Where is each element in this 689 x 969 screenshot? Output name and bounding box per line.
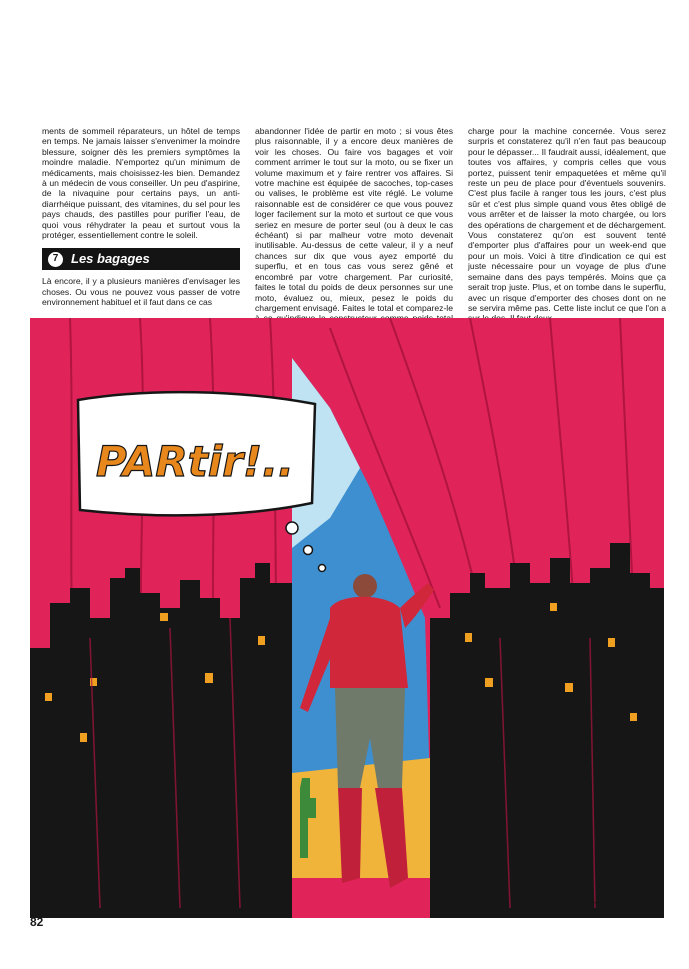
page-number: 82 (30, 915, 44, 929)
text-column-2 (255, 126, 453, 334)
body-paragraph: abandonner l'idée de partir en moto ; si vous êtes plus raisonnable, il y a encore deux manières de voir les choses. Ou faire vos bagages et voir comment arrimer le tout sur la moto, ou se fixer un volume maximum et y faire rentrer vos affaires. Si votre machine est équipée de sacoches, top-cases ou valises, le problème est vite réglé. Le volume raisonnable est de considérer ce que vous pouvez loger facilement sur la moto et surtout ce que vous seriez en mesure de porter seul (ou à deux le cas échéant) si par malheur votre moto devenait inutilisable. Au-dessus de cette valeur, il y a neuf chances sur dix que vous ayez emporté du superflu, et en tous cas vous serez gêné et encombré par votre chargement. Par curiosité, faites le total du poids de deux personnes sur une moto, évaluez ou, mieux, pesez le poids du chargement envisagé. Faites le total et comparez-le (255, 126, 453, 313)
body-paragraph: Là encore, il y a plusieurs manières d'envisager les choses. Ou vous ne pouvez vous passer de votre environnement habituel et il faut dans ce cas (42, 276, 240, 308)
body-paragraph: ments de sommeil réparateurs, un hôtel de temps en temps. Ne jamais laisser s'envenimer la moindre blessure, soigner dès les premiers symptômes la moindre maladie. N'emportez qu'un minimum de médicaments, mais choisissez-les bien. Demandez à un médecin de vous conseiller. Un peu d'aspirine, de la nivaquine pour certains pays, un anti-diarrhéique puissant, des vitamines, du sel pour les pays chauds, des pastilles pour purifier l'eau, de quoi vous réhydrater la peau et surtout vous la protéger, essentiellement contre le soleil. (42, 126, 240, 241)
text-column-1 (42, 126, 240, 308)
text-column-3 (468, 126, 666, 324)
section-title: Les bagages (71, 251, 150, 267)
body-paragraph: charge pour la machine concernée. Vous serez surpris et constaterez qu'il n'en faut pas beaucoup pour le dépasser... Il faudrait aussi, idéalement, que toutes vos affaires, y compris celles que vous portez, puissent tenir empaquetées et même qu'il reste un peu de place pour d'éventuels souvenirs. C'est plus facile à ranger tous les jours, c'est plus sûr et c'est plus simple quand vous êtes obligé de vous arrêter et de laisser la moto chargée, ou lors des opérations de chargement et de déchargement. Vous constaterez qu'on est souvent tenté d'emporter plus d'affaires pour un week-end que pour un mois. Voici à titre d'indication ce qui est juste nécessaire pour un voyage de plus d'une semaine dans des pays tempérés. Moins que ça serait trop juste. Plus, et on tombe dans le superflu, avec un risque d'emporter des choses dont on ne se servira même pas. Cette liste inclut ce que l'on a (468, 126, 666, 313)
speech-bubble (78, 392, 315, 515)
speech-bubble-text: PARtir!.. (95, 437, 295, 486)
section-number-badge: 7 (48, 252, 63, 267)
comic-illustration (30, 318, 664, 918)
buildings-right (430, 543, 664, 918)
section-heading (42, 248, 240, 270)
artist-signature: J.VIVANT (553, 900, 600, 913)
